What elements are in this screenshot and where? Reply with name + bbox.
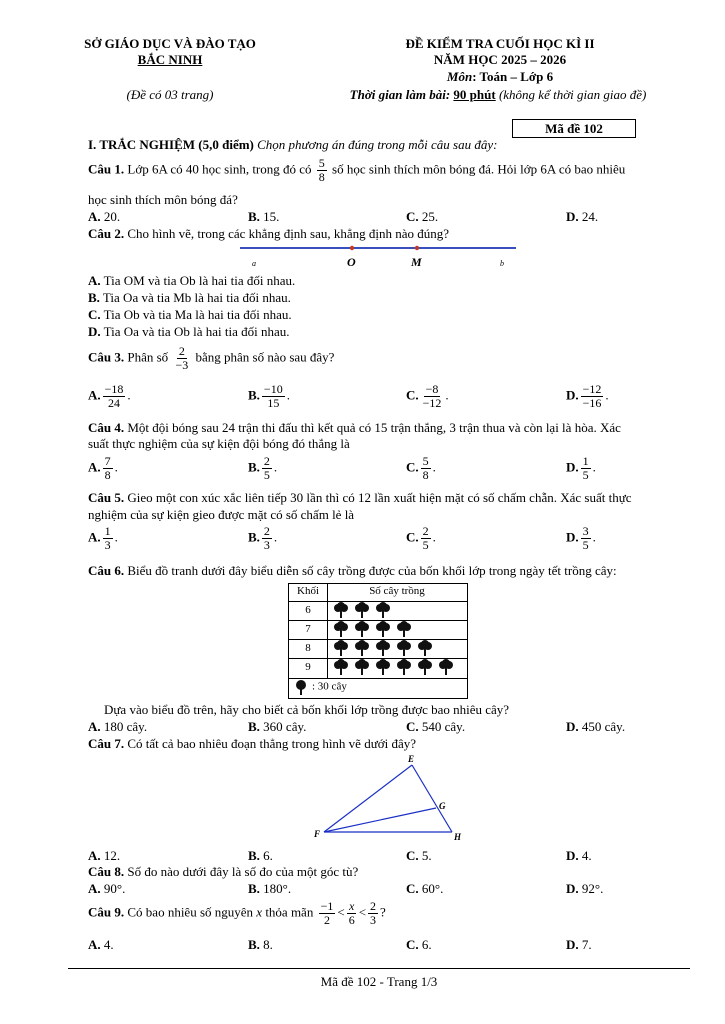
q3-text-a: Phân số: [124, 349, 172, 365]
q1-options: [88, 209, 648, 227]
q9-line: [88, 900, 386, 927]
q2-text: Cho hình vẽ, trong các khẳng định sau, khẳng định nào đúng?: [124, 226, 450, 241]
q7-line: [88, 736, 416, 752]
q9-frac-3: $\frac{2}{3}$: [370, 899, 377, 927]
q4-option-d[interactable]: D. $\frac{1}{5}$ .: [566, 454, 596, 482]
q7-number: Câu 7.: [88, 736, 125, 751]
tree-icon: [396, 659, 412, 675]
q9-text-a: Có bao nhiêu số nguyên: [124, 904, 257, 920]
q4-line2: suất thực nghiệm của sự kiện đội bóng đó thắng là: [88, 436, 350, 451]
tree-icon: [293, 679, 309, 695]
time-note: (không kể thời gian giao đề): [495, 87, 647, 102]
q2-label-m: M: [411, 255, 422, 269]
time-line: [318, 87, 678, 103]
q7-triangle-figure: [306, 752, 466, 844]
q9-option-b[interactable]: B. 8.: [248, 937, 273, 952]
q8-line: [88, 864, 358, 880]
q9-qmark: ?: [380, 904, 386, 920]
label-f: F: [314, 829, 321, 839]
q6-ask: Dựa vào biểu đồ trên, hãy cho biết cả bốn khối lớp trồng được bao nhiêu cây?: [104, 702, 510, 717]
q8-option-a[interactable]: A. 90°.: [88, 881, 126, 896]
q9-frac-2: $\frac{x}{6}$: [348, 899, 355, 927]
q6-text: Biểu đồ tranh dưới đây biểu diễn số cây trồng được của bốn khối lớp trong ngày tết trồng cây:: [124, 563, 617, 578]
q2-option-a[interactable]: A. Tia OM và tia Ob là hai tia đối nhau.: [88, 273, 296, 288]
pictogram-grade: 7: [305, 623, 311, 635]
q4-text-a: Một đội bóng sau 24 trận thi đấu thì kết quả có 15 trận thắng, 3 trận thua và còn lại là hòa. Xác: [124, 420, 621, 435]
q1-line2: học sinh thích môn bóng đá?: [88, 192, 238, 207]
q3-option-b[interactable]: B. $\frac{-10}{15}$ .: [248, 382, 290, 410]
tree-icon: [354, 602, 370, 618]
tree-icon: [354, 621, 370, 637]
q8-options: [88, 881, 648, 899]
q9-text-b: thỏa mãn: [262, 904, 317, 920]
q7-option-c[interactable]: C. 5.: [406, 848, 432, 863]
subject-line: [330, 69, 670, 85]
subject-label: Môn: [446, 69, 473, 84]
pictogram-row: [289, 658, 467, 677]
q6-option-b[interactable]: B. 360 cây.: [248, 719, 307, 734]
time-label: Thời gian làm bài:: [349, 87, 454, 102]
q5-line1: [88, 490, 632, 506]
q1-option-b[interactable]: B. 15.: [248, 209, 280, 224]
q5-text-a: Gieo một con xúc xắc liên tiếp 30 lần thì có 12 lần xuất hiện mặt có số chấm chẵn. Xác suất thực: [124, 490, 632, 505]
q9-number: Câu 9.: [88, 904, 125, 920]
province: BẮC NINH: [137, 52, 203, 67]
q6-number: Câu 6.: [88, 563, 125, 578]
pictogram-head-trees: Số cây trồng: [369, 585, 425, 597]
q7-option-d[interactable]: D. 4.: [566, 848, 592, 863]
tree-icon: [333, 602, 349, 618]
pictogram-grade: 6: [305, 604, 311, 616]
q1-option-a[interactable]: A. 20.: [88, 209, 121, 224]
pictogram-row: [289, 601, 467, 621]
q2-option-c[interactable]: C. Tia Ob và tia Ma là hai tia đối nhau.: [88, 307, 292, 322]
tree-icon: [375, 602, 391, 618]
q5-option-d[interactable]: D. $\frac{3}{5}$ .: [566, 524, 596, 552]
page-count-note: (Đề có 03 trang): [126, 87, 214, 102]
q9-frac-1: $\frac{-1}{2}$: [320, 899, 334, 927]
q7-option-b[interactable]: B. 6.: [248, 848, 273, 863]
pictogram-legend: [293, 679, 347, 697]
q1-number: Câu 1.: [88, 161, 125, 177]
tree-icon: [333, 621, 349, 637]
q6-option-a[interactable]: A. 180 cây.: [88, 719, 148, 734]
q3-number: Câu 3.: [88, 349, 125, 365]
q2-point-m: [415, 246, 419, 250]
tree-icon: [375, 659, 391, 675]
pictogram-grade: 8: [305, 642, 311, 654]
q6-option-c[interactable]: C. 540 cây.: [406, 719, 466, 734]
q5-option-a[interactable]: A. $\frac{1}{3}$ .: [88, 524, 118, 552]
label-g: G: [439, 801, 446, 811]
tree-icon: [333, 659, 349, 675]
q2-label-a: a: [252, 259, 256, 268]
q5-option-c[interactable]: C. $\frac{2}{5}$ .: [406, 524, 436, 552]
q5-options: [88, 525, 648, 559]
tree-icon: [417, 659, 433, 675]
q3-option-d[interactable]: D. $\frac{-12}{-16}$ .: [566, 382, 609, 410]
q1-option-d[interactable]: D. 24.: [566, 209, 599, 224]
q4-option-a[interactable]: A. $\frac{7}{8}$ .: [88, 454, 118, 482]
section-instruction: Chọn phương án đúng trong mỗi câu sau đây:: [253, 137, 498, 152]
segment-fg: [324, 808, 436, 832]
q6-line: [88, 563, 617, 579]
q9-option-a[interactable]: A. 4.: [88, 937, 114, 952]
q3-option-c[interactable]: C. $\frac{-8}{-12}$ .: [406, 382, 449, 410]
pictogram-grade: 9: [305, 661, 311, 673]
q1-text-a: Lớp 6A có 40 học sinh, trong đó có: [124, 161, 315, 177]
exam-code-box: Mã đề 102: [512, 119, 636, 138]
time-value: 90 phút: [453, 87, 496, 102]
q4-line1: [88, 420, 621, 436]
pictogram-row: [289, 620, 467, 640]
q2-point-o: [350, 246, 354, 250]
q6-option-d[interactable]: D. 450 cây.: [566, 719, 626, 734]
q4-number: Câu 4.: [88, 420, 125, 435]
q1-frac-den: 8: [318, 170, 325, 184]
q9-lt-2: <: [358, 904, 367, 920]
q4-option-c[interactable]: C. $\frac{5}{8}$ .: [406, 454, 436, 482]
q1-text-b: số học sinh thích môn bóng đá. Hỏi lớp 6A có bao nhiêu: [328, 161, 626, 177]
label-e: E: [408, 754, 415, 764]
pictogram-table: [288, 583, 468, 699]
q3-text-b: bằng phân số nào sau đây?: [192, 349, 335, 365]
tree-icon: [396, 640, 412, 656]
q8-option-d[interactable]: D. 92°.: [566, 881, 604, 896]
q1-option-c[interactable]: C. 25.: [406, 209, 439, 224]
tree-icon: [375, 621, 391, 637]
pictogram-legend-text: : 30 cây: [312, 680, 347, 693]
footer-divider: [68, 968, 690, 969]
q9-option-c[interactable]: C. 6.: [406, 937, 432, 952]
q6-options: [88, 719, 648, 737]
q8-option-b[interactable]: B. 180°.: [248, 881, 292, 896]
q8-text: Số đo nào dưới đây là số đo của một góc tù?: [124, 864, 359, 879]
q5-number: Câu 5.: [88, 490, 125, 505]
section-heading: I. TRẮC NGHIỆM (5,0 điểm): [88, 137, 254, 152]
exam-title: ĐỀ KIỂM TRA CUỐI HỌC KÌ II: [405, 36, 595, 51]
school-year: NĂM HỌC 2025 – 2026: [433, 52, 567, 67]
q4-options: [88, 455, 648, 489]
q9-var: x: [256, 904, 263, 920]
tree-icon: [417, 640, 433, 656]
q9-option-d[interactable]: D. 7.: [566, 937, 592, 952]
q8-number: Câu 8.: [88, 864, 125, 879]
q2-label-b: b: [500, 259, 504, 268]
q4-option-b[interactable]: B. $\frac{2}{5}$ .: [248, 454, 278, 482]
section-title: [88, 137, 497, 153]
q3-fraction: $\frac{2}{-3}$: [175, 344, 189, 372]
q2-number: Câu 2.: [88, 226, 125, 241]
page-footer: Mã đề 102 - Trang 1/3: [320, 974, 438, 989]
subject-value: : Toán – Lớp 6: [472, 69, 554, 84]
q2-option-b[interactable]: B. Tia Oa và tia Mb là hai tia đối nhau.: [88, 290, 291, 305]
pictogram-head-grade: Khối: [297, 585, 319, 597]
q2-option-d[interactable]: D. Tia Oa và tia Ob là hai tia đối nhau.: [88, 324, 290, 339]
tree-icon: [354, 640, 370, 656]
q5-line2: nghiệm của sự kiện gieo được mặt có số chấm lẻ là: [88, 507, 355, 522]
tree-icon: [354, 659, 370, 675]
q1-fraction: [317, 157, 327, 184]
q2-ray-figure: [240, 242, 530, 272]
q2-line: [88, 226, 449, 242]
q1-frac-num: 5: [318, 156, 325, 170]
q5-option-b[interactable]: B. $\frac{2}{3}$ .: [248, 524, 278, 552]
tree-icon: [396, 621, 412, 637]
q3-option-a[interactable]: A. $\frac{-18}{24}$ .: [88, 382, 131, 410]
pictogram-header: [289, 584, 467, 602]
q3-line: [88, 345, 334, 372]
q2-label-o: O: [347, 255, 356, 269]
q7-text: Có tất cả bao nhiêu đoạn thẳng trong hình vẽ dưới đây?: [124, 736, 417, 751]
q8-option-c[interactable]: C. 60°.: [406, 881, 444, 896]
tree-icon: [375, 640, 391, 656]
q9-options: [88, 937, 648, 955]
tree-icon: [333, 640, 349, 656]
segment-eh: [412, 765, 452, 832]
q9-lt-1: <: [337, 904, 345, 920]
school-department: SỞ GIÁO DỤC VÀ ĐÀO TẠO: [84, 36, 256, 51]
segment-fe: [324, 765, 412, 832]
q1-line1: [88, 157, 625, 184]
pictogram-row: [289, 639, 467, 659]
q7-option-a[interactable]: A. 12.: [88, 848, 121, 863]
tree-icon: [438, 659, 454, 675]
label-h: H: [454, 832, 462, 842]
q3-options: [88, 383, 648, 417]
